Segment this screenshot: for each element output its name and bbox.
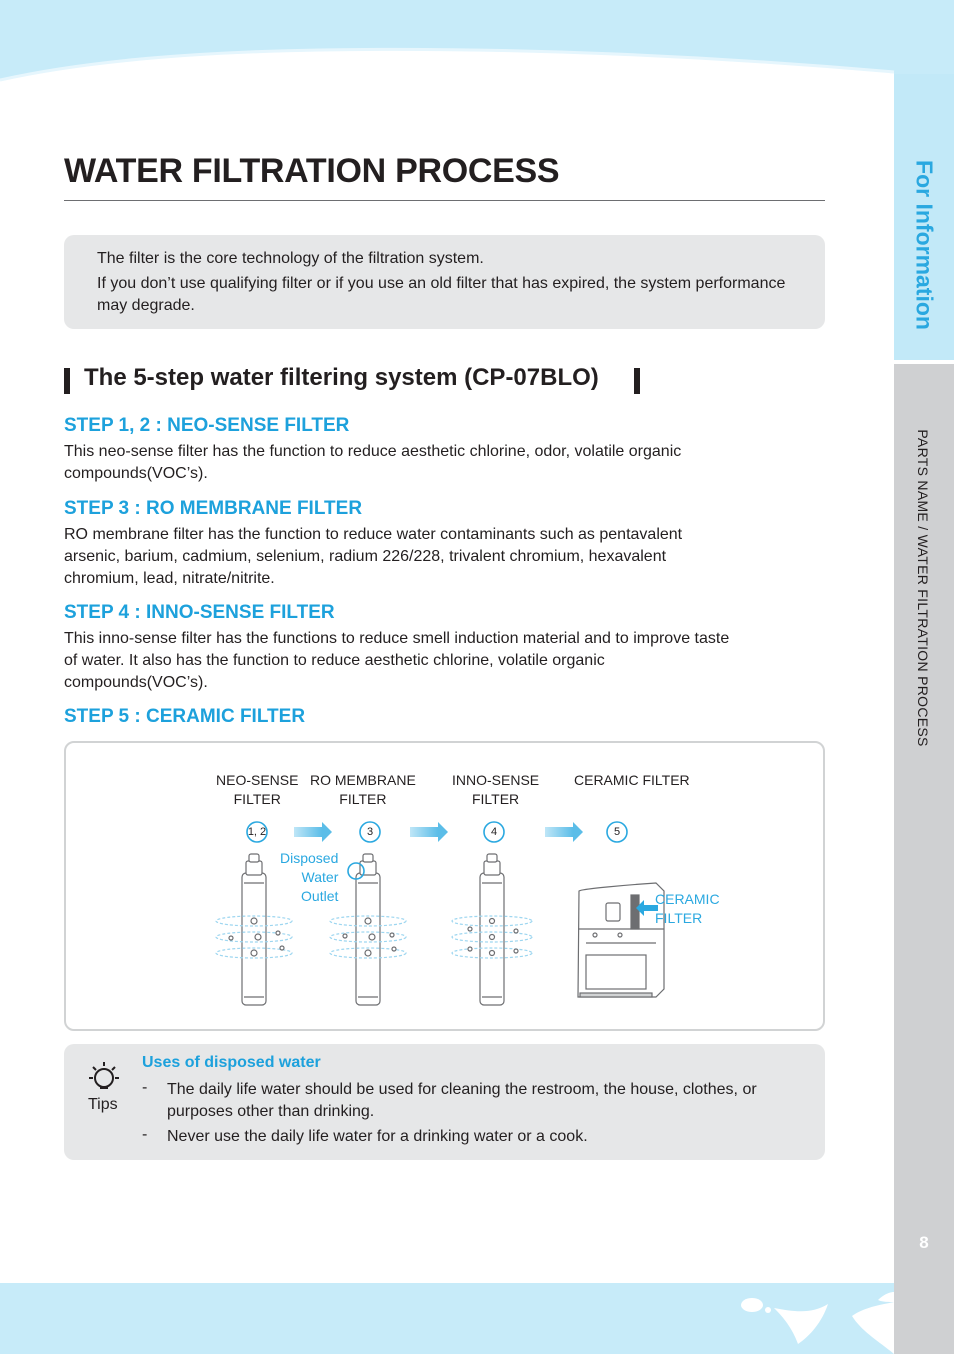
ro-membrane-cartridge [330,854,406,1005]
title-divider [64,200,825,201]
disposed-water-outlet-label: Disposed Water Outlet [280,850,339,904]
section-bar-right [634,368,640,394]
step-number-3: 3 [366,826,374,838]
step-number-1-2: 1, 2 [247,826,267,838]
label-ceramic: CERAMIC FILTER [574,772,690,788]
step-4-title: STEP 4 : INNO-SENSE FILTER [64,602,335,623]
step-4-body: This inno-sense filter has the functions to reduce smell induction material and to improve taste of water. It also has the function to reduce aesthetic chlorine, volatile organic compounds(VOC’s). [64,630,730,691]
water-drop-decoration [740,1288,894,1354]
intro-line-1: The filter is the core technology of the filtration system. [97,250,484,267]
tips-title: Uses of disposed water [142,1054,321,1071]
step-number-5: 5 [613,826,621,838]
arrow-2 [410,822,448,842]
sidebar-chapter-label: PARTS NAME / WATER FILTRATION PROCESS [915,429,931,747]
step-3-body: RO membrane filter has the function to reduce water contaminants such as pentavalent arsenic, barium, cadmium, selenium, radium 226/228, trivalent chromium, hexavalent chromium, lead, nitrate/nitrite. [64,526,683,587]
filter-graphics [66,743,823,1029]
label-neo-sense: NEO-SENSE FILTER [216,772,299,807]
lightbulb-icon [86,1061,122,1095]
top-wave-decoration [0,0,954,110]
tip-dash-1: - [142,1079,148,1096]
label-inno-sense: INNO-SENSE FILTER [452,772,540,807]
water-purifier-illustration [578,883,664,997]
arrow-1 [294,822,332,842]
tip-dash-2: - [142,1126,148,1143]
tips-box [64,1044,825,1160]
inno-sense-cartridge [452,854,532,1005]
intro-line-2: If you don’t use qualifying filter or if you use an old filter that has expired, the system performance may degrade. [97,275,786,314]
step-1-2-body: This neo-sense filter has the function to reduce aesthetic chlorine, odor, volatile organic compounds(VOC’s). [64,443,682,482]
section-title: The 5-step water filtering system (CP-07BLO) [84,364,599,391]
page-title: WATER FILTRATION PROCESS [64,152,560,190]
tip-item-2: Never use the daily life water for a drinking water or a cook. [167,1128,588,1145]
tips-label: Tips [88,1096,118,1113]
tip-item-1: The daily life water should be used for cleaning the restroom, the house, clothes, or purposes other than drinking. [167,1081,757,1120]
sidebar-section-label: For Information [911,160,938,330]
step-3-title: STEP 3 : RO MEMBRANE FILTER [64,498,363,519]
filter-diagram [64,741,825,1031]
section-bar-left [64,368,70,394]
ceramic-filter-callout: CERAMIC FILTER [655,891,720,926]
page-number: 8 [919,1233,929,1252]
step-number-4: 4 [490,826,498,838]
arrow-3 [545,822,583,842]
intro-note [64,235,825,329]
label-ro-membrane: RO MEMBRANE FILTER [310,772,416,807]
step-5-title: STEP 5 : CERAMIC FILTER [64,706,306,727]
step-1-2-title: STEP 1, 2 : NEO-SENSE FILTER [64,415,350,436]
